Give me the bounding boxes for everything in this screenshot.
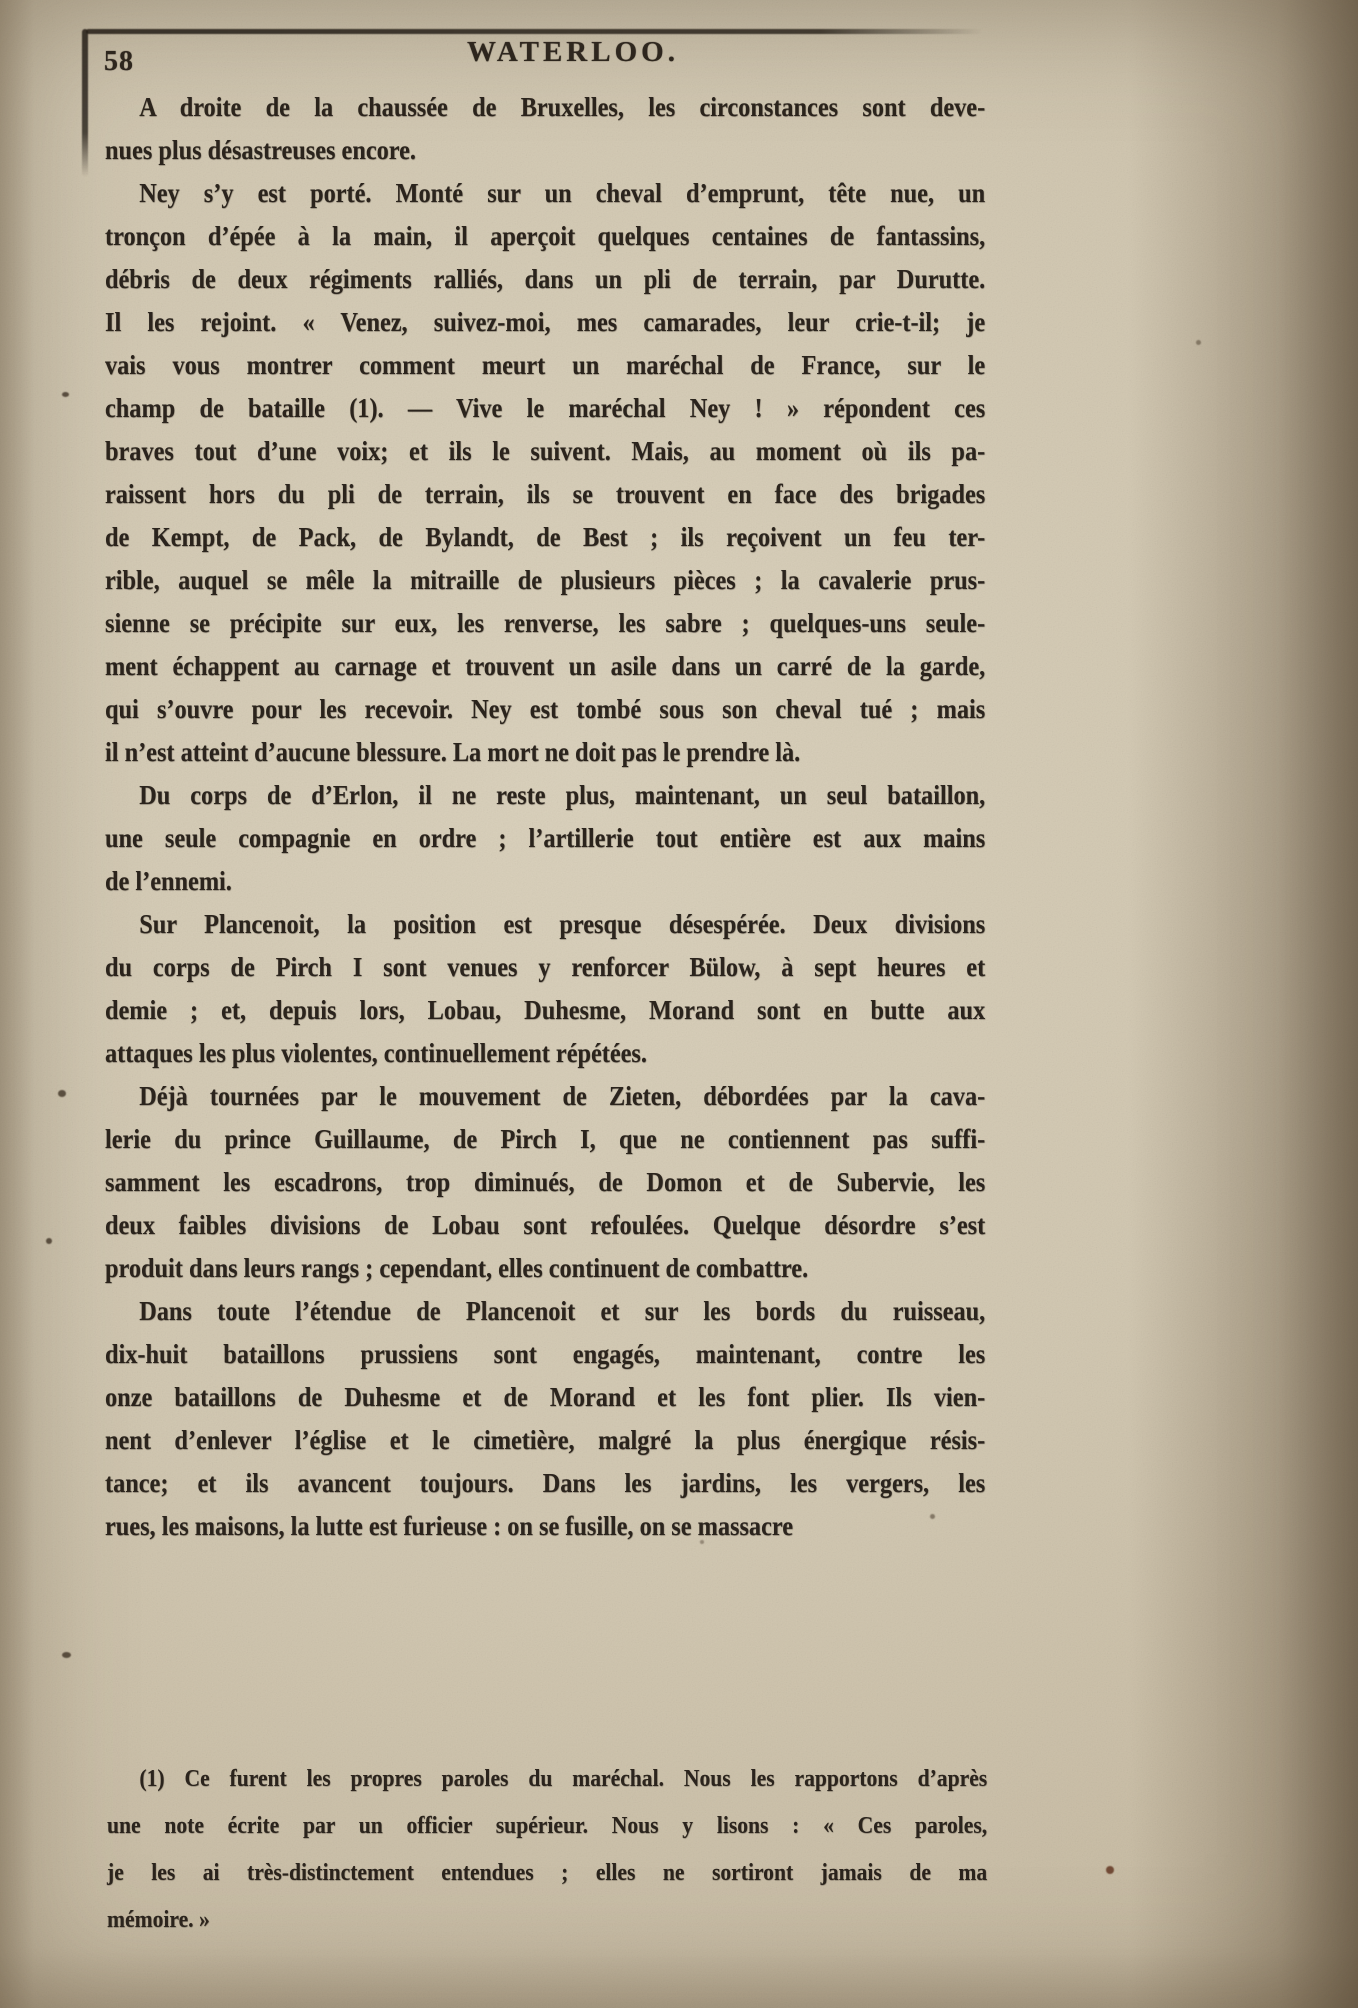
scan-speck <box>62 392 69 397</box>
text-line: champ de bataille (1). — Vive le maréchal Ney ! » répondent ces <box>105 393 986 423</box>
page-number: 58 <box>104 46 134 77</box>
text-line: Dans toute l’étendue de Plancenoit et sur les bords du ruisseau, <box>139 1296 986 1326</box>
text-line: raissent hors du pli de terrain, ils se trouvent en face des brigades <box>105 479 986 509</box>
text-line: attaques les plus violentes, continuellement répétées. <box>105 1038 647 1068</box>
text-line: mémoire. » <box>107 1907 210 1933</box>
text-line: une seule compagnie en ordre ; l’artillerie tout entière est aux mains <box>105 823 986 853</box>
text-line: qui s’ouvre pour les recevoir. Ney est tombé sous son cheval tué ; mais <box>105 694 986 724</box>
text-line: ment échappent au carnage et trouvent un asile dans un carré de la garde, <box>105 651 986 681</box>
text-line: deux faibles divisions de Lobau sont refoulées. Quelque désordre s’est <box>105 1210 986 1240</box>
text-line: rible, auquel se mêle la mitraille de plusieurs pièces ; la cavalerie prus- <box>105 565 986 595</box>
text-line: lerie du prince Guillaume, de Pirch I, que ne contiennent pas suffi- <box>105 1124 986 1154</box>
scan-speck <box>58 1090 66 1097</box>
text-line: nues plus désastreuses encore. <box>105 135 416 165</box>
text-line: Déjà tournées par le mouvement de Zieten, débordées par la cava- <box>139 1081 986 1111</box>
text-line: Du corps de d’Erlon, il ne reste plus, maintenant, un seul bataillon, <box>139 780 986 810</box>
scan-edge-artifact <box>86 29 982 34</box>
text-line: de l’ennemi. <box>105 866 232 896</box>
text-line: il n’est atteint d’aucune blessure. La mort ne doit pas le prendre là. <box>105 737 801 767</box>
text-line: débris de deux régiments ralliés, dans un pli de terrain, par Durutte. <box>105 264 986 294</box>
scan-speck <box>46 1238 52 1244</box>
running-title: WATERLOO. <box>467 36 679 68</box>
text-line: rues, les maisons, la lutte est furieuse : on se fusille, on se massacre <box>105 1511 793 1541</box>
text-line: nent d’enlever l’église et le cimetière, malgré la plus énergique résis- <box>105 1425 986 1455</box>
text-line: A droite de la chaussée de Bruxelles, les circonstances sont deve- <box>139 92 986 122</box>
text-line: Sur Plancenoit, la position est presque désespérée. Deux divisions <box>139 909 986 939</box>
scan-speck <box>1196 340 1201 345</box>
text-line: je les ai très-distinctement entendues ; elles ne sortiront jamais de ma <box>107 1860 988 1886</box>
text-line: samment les escadrons, trop diminués, de Domon et de Subervie, les <box>105 1167 986 1197</box>
text-line: vais vous montrer comment meurt un maréchal de France, sur le <box>105 350 986 380</box>
text-line: Il les rejoint. « Venez, suivez-moi, mes camarades, leur crie-t-il; je <box>105 307 986 337</box>
text-line: braves tout d’une voix; et ils le suivent. Mais, au moment où ils pa- <box>105 436 986 466</box>
text-line: tance; et ils avancent toujours. Dans les jardins, les vergers, les <box>105 1468 986 1498</box>
text-line: demie ; et, depuis lors, Lobau, Duhesme, Morand sont en butte aux <box>105 995 986 1025</box>
text-line: de Kempt, de Pack, de Bylandt, de Best ; ils reçoivent un feu ter- <box>105 522 986 552</box>
text-line: tronçon d’épée à la main, il aperçoit quelques centaines de fantassins, <box>105 221 986 251</box>
scan-edge-artifact <box>82 29 88 177</box>
text-line: onze bataillons de Duhesme et de Morand et les font plier. Ils vien- <box>105 1382 986 1412</box>
footnote <box>107 1756 987 1944</box>
text-line: (1) Ce furent les propres paroles du maréchal. Nous les rapportons d’après <box>139 1766 988 1792</box>
scan-speck <box>62 1652 71 1658</box>
text-line: une note écrite par un officier supérieur. Nous y lisons : « Ces paroles, <box>107 1813 988 1839</box>
text-line: dix-huit bataillons prussiens sont engagés, maintenant, contre les <box>105 1339 986 1369</box>
text-line: Ney s’y est porté. Monté sur un cheval d’emprunt, tête nue, un <box>139 178 986 208</box>
text-line: sienne se précipite sur eux, les renverse, les sabre ; quelques-uns seule- <box>105 608 986 638</box>
page-body-text <box>105 86 985 1548</box>
text-line: produit dans leurs rangs ; cependant, elles continuent de combattre. <box>105 1253 809 1283</box>
scan-speck <box>1106 1866 1114 1874</box>
text-line: du corps de Pirch I sont venues y renforcer Bülow, à sept heures et <box>105 952 986 982</box>
